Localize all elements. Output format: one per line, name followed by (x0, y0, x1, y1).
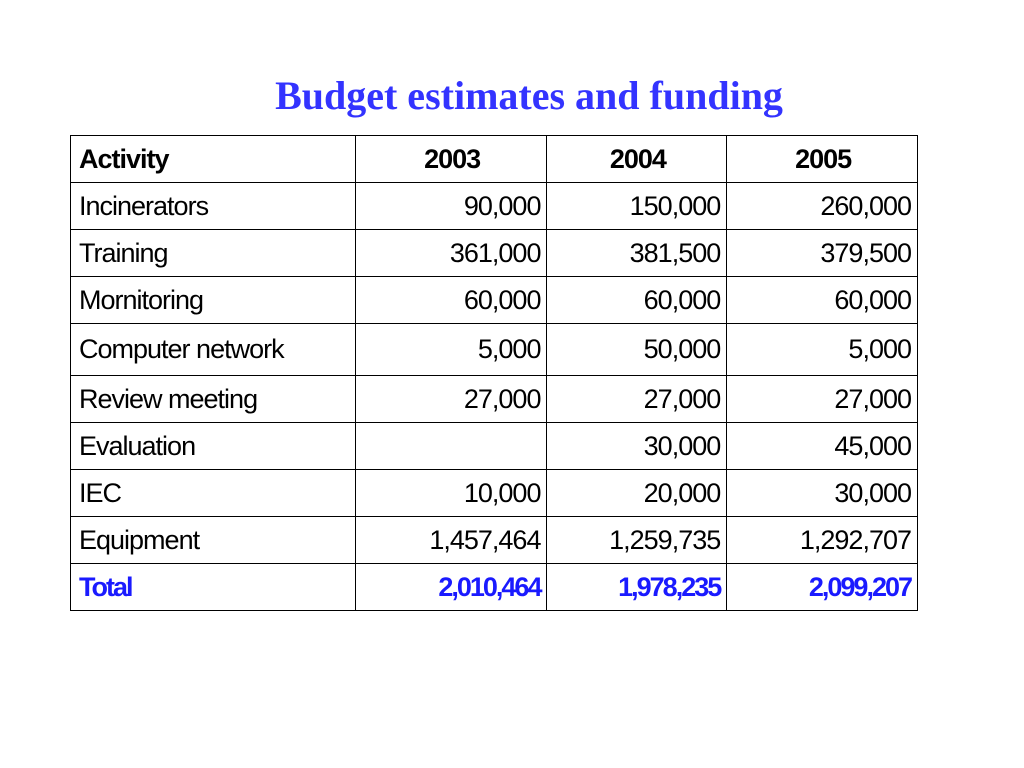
total-2003-cell: 2,010,464 (355, 564, 547, 611)
activity-cell: Training (71, 230, 356, 277)
value-2005-cell: 60,000 (727, 277, 918, 324)
value-2004-cell: 381,500 (547, 230, 727, 277)
value-2003-cell: 90,000 (355, 183, 547, 230)
value-2004-cell: 50,000 (547, 324, 727, 376)
value-2003-cell (355, 423, 547, 470)
table-row (71, 277, 918, 324)
table-row (71, 423, 918, 470)
budget-table (70, 135, 918, 611)
value-2003-cell: 10,000 (355, 470, 547, 517)
table-row (71, 517, 918, 564)
activity-cell: Equipment (71, 517, 356, 564)
table-row (71, 470, 918, 517)
table-header-row (71, 136, 918, 183)
header-2004: 2004 (547, 136, 727, 183)
total-row (71, 564, 918, 611)
value-2005-cell: 379,500 (727, 230, 918, 277)
table-row (71, 183, 918, 230)
value-2003-cell: 27,000 (355, 376, 547, 423)
value-2003-cell: 5,000 (355, 324, 547, 376)
value-2004-cell: 30,000 (547, 423, 727, 470)
activity-cell: IEC (71, 470, 356, 517)
activity-cell: Review meeting (71, 376, 356, 423)
header-2005: 2005 (727, 136, 918, 183)
value-2003-cell: 60,000 (355, 277, 547, 324)
total-label: Total (71, 564, 356, 611)
value-2005-cell: 1,292,707 (727, 517, 918, 564)
total-2005-cell: 2,099,207 (727, 564, 918, 611)
activity-cell: Mornitoring (71, 277, 356, 324)
activity-cell: Computer network (71, 324, 356, 376)
table-row (71, 230, 918, 277)
value-2005-cell: 5,000 (727, 324, 918, 376)
value-2005-cell: 30,000 (727, 470, 918, 517)
activity-cell: Incinerators (71, 183, 356, 230)
value-2005-cell: 27,000 (727, 376, 918, 423)
activity-cell: Evaluation (71, 423, 356, 470)
value-2005-cell: 45,000 (727, 423, 918, 470)
slide-title: Budget estimates and funding (275, 73, 783, 118)
value-2003-cell: 1,457,464 (355, 517, 547, 564)
value-2003-cell: 361,000 (355, 230, 547, 277)
table-row (71, 376, 918, 423)
total-2004-cell: 1,978,235 (547, 564, 727, 611)
header-2003: 2003 (355, 136, 547, 183)
value-2004-cell: 1,259,735 (547, 517, 727, 564)
value-2004-cell: 27,000 (547, 376, 727, 423)
value-2004-cell: 20,000 (547, 470, 727, 517)
value-2005-cell: 260,000 (727, 183, 918, 230)
value-2004-cell: 150,000 (547, 183, 727, 230)
header-activity: Activity (71, 136, 356, 183)
value-2004-cell: 60,000 (547, 277, 727, 324)
table-row (71, 324, 918, 376)
